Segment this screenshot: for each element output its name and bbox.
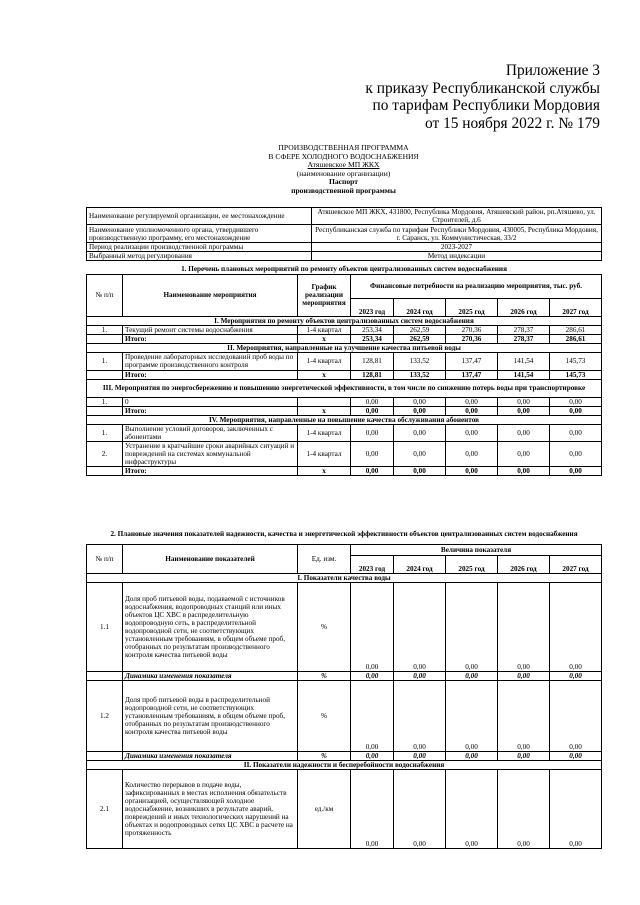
section-title: III. Мероприятия по энергосбережению и повышению энергетической эффективности, в том числе по снижению потерь воды при транспортировке	[87, 379, 602, 397]
row-value: 0,00	[446, 441, 498, 466]
row-name: Доля проб питьевой воды в распределительной водопроводной сети, не соответствующих установленным требованиям, в общем объеме проб, отобранных по результатам производственного контроля качества питьевой воды	[123, 680, 298, 751]
row-value: 0,00	[550, 680, 602, 751]
total-value: 0,00	[446, 466, 498, 475]
row-unit: %	[298, 680, 351, 751]
dynamics-num	[87, 671, 123, 680]
dynamics-value: 0,00	[394, 671, 446, 680]
passport-value: Атяшевское МП ЖКХ, 431800, Республика Мордовия, Атяшевский район, рп.Атяшево, ул. Строителей, д.6	[312, 208, 602, 225]
dynamics-row	[87, 751, 602, 760]
section-title: I. Мероприятия по ремонту объектов централизованных систем водоснабжения	[87, 316, 602, 325]
row-value: 128,81	[351, 352, 394, 370]
header-name: Наименование мероприятия	[123, 274, 298, 316]
passport-row	[87, 243, 602, 252]
row-value: 145,73	[550, 352, 602, 370]
row-value: 0,00	[351, 769, 394, 848]
row-value: 0,00	[550, 397, 602, 406]
section-title: I. Показатели качества воды	[87, 573, 602, 582]
table1-title: 1. Перечень плановых мероприятий по ремонту объектов централизованных систем водоснабжения	[181, 264, 507, 273]
annex-line-2: к приказу Республиканской службы	[365, 79, 600, 97]
row-schedule: 1-4 квартал	[298, 441, 351, 466]
row-num: 1.1	[87, 582, 123, 671]
section-title-row	[87, 573, 602, 582]
table2-title: 2. Плановые значения показателей надежности, качества и энергетической эффективности объектов централизованных систем водоснабжения	[110, 530, 578, 539]
total-value: 278,37	[498, 334, 550, 343]
header-year: 2025 год	[446, 298, 498, 316]
total-num	[87, 406, 123, 415]
table-row	[87, 325, 602, 334]
annex-line-4: от 15 ноября 2022 г. № 179	[425, 114, 600, 132]
row-num: 1.	[87, 325, 123, 334]
table-row	[87, 582, 602, 671]
passport-title: Паспорт	[328, 177, 359, 187]
dynamics-value: 0,00	[498, 671, 550, 680]
total-value: 137,47	[446, 370, 498, 379]
section-title-row	[87, 760, 602, 769]
header-value: Величина показателя	[351, 544, 602, 555]
dynamics-value: 0,00	[351, 671, 394, 680]
table-row	[87, 769, 602, 848]
row-value: 286,61	[550, 325, 602, 334]
dynamics-unit: %	[298, 671, 351, 680]
header-num: № п/п	[87, 544, 123, 573]
passport-value: Республиканская служба по тарифам Республики Мордовия, 430005, Республика Мордовия, г. Саранск, ул. Коммунистическая, 33/2	[312, 225, 602, 243]
header-name: Наименование показателей	[123, 544, 298, 573]
passport-value: Метод индексации	[312, 252, 602, 261]
row-num: 2.	[87, 441, 123, 466]
table-row	[87, 424, 602, 441]
row-num: 1.	[87, 424, 123, 441]
row-value: 0,00	[498, 680, 550, 751]
row-schedule: 1-4 квартал	[298, 352, 351, 370]
table-title-row	[87, 525, 602, 544]
row-schedule: 1-4 квартал	[298, 325, 351, 334]
row-name: Выполнение условий договоров, заключенных с абонентами	[123, 424, 298, 441]
row-value: 0,00	[446, 680, 498, 751]
row-unit: %	[298, 582, 351, 671]
row-value: 0,00	[550, 424, 602, 441]
row-schedule: 1-4 квартал	[298, 424, 351, 441]
row-value: 0,00	[394, 769, 446, 848]
passport-subtitle: производственной программы	[291, 185, 396, 195]
dynamics-value: 0,00	[550, 751, 602, 760]
repair-measures-table	[86, 264, 602, 476]
total-num	[87, 466, 123, 475]
dynamics-value: 0,00	[550, 671, 602, 680]
header-year: 2025 год	[446, 555, 498, 573]
row-value: 270,36	[446, 325, 498, 334]
header-year: 2023 год	[351, 298, 394, 316]
header-finance: Финансовые потребности на реализацию мероприятия, тыс. руб.	[351, 274, 602, 298]
row-value: 0,00	[394, 582, 446, 671]
total-row	[87, 406, 602, 415]
total-x: х	[298, 406, 351, 415]
dynamics-value: 0,00	[498, 751, 550, 760]
row-value: 0,00	[498, 769, 550, 848]
row-value: 0,00	[446, 582, 498, 671]
row-schedule	[298, 397, 351, 406]
row-num: 1.2	[87, 680, 123, 751]
annex-header	[365, 62, 600, 132]
header-year: 2026 год	[498, 555, 550, 573]
row-value: 0,00	[498, 424, 550, 441]
row-unit: ед./км	[298, 769, 351, 848]
row-value: 0,00	[550, 441, 602, 466]
row-value: 0,00	[550, 582, 602, 671]
dynamics-value: 0,00	[446, 671, 498, 680]
dynamics-row	[87, 671, 602, 680]
row-value: 0,00	[394, 441, 446, 466]
passport-label: Выбранный метод регулирования	[87, 252, 312, 261]
dynamics-value: 0,00	[394, 751, 446, 760]
table-title-row	[87, 264, 602, 274]
section-title-row	[87, 316, 602, 325]
row-value: 253,34	[351, 325, 394, 334]
total-value: 128,81	[351, 370, 394, 379]
row-name: Текущий ремонт системы водоснабжения	[123, 325, 298, 334]
dynamics-num	[87, 751, 123, 760]
header-year: 2027 год	[550, 555, 602, 573]
header-schedule: График реализации мероприятия	[298, 274, 351, 316]
row-value: 0,00	[446, 424, 498, 441]
dynamics-unit: %	[298, 751, 351, 760]
row-value: 0,00	[351, 582, 394, 671]
total-value: 0,00	[498, 406, 550, 415]
header-year: 2024 год	[394, 298, 446, 316]
total-value: 141,54	[498, 370, 550, 379]
passport-label: Наименование регулируемой организации, ее местонахождение	[87, 208, 312, 225]
row-value: 0,00	[446, 769, 498, 848]
total-label: Итого:	[123, 406, 298, 415]
row-value: 0,00	[446, 397, 498, 406]
passport-row	[87, 252, 602, 261]
total-num	[87, 334, 123, 343]
total-num	[87, 370, 123, 379]
section-title: II. Показатели надежности и бесперебойности водоснабжения	[87, 760, 602, 769]
passport-label: Наименование уполномоченного органа, утвердившего производственную программу, его местонахождение	[87, 225, 312, 243]
total-row	[87, 466, 602, 475]
row-value: 278,37	[498, 325, 550, 334]
indicators-table	[86, 525, 602, 849]
row-value: 0,00	[550, 769, 602, 848]
row-value: 0,00	[394, 397, 446, 406]
row-name: Доля проб питьевой воды, подаваемой с источников водоснабжения, водопроводных станций или иных объектов ЦС ХВС в распределительную водопроводную сеть, в распределительной водопроводной сети, не соответствующих установленным требованиям, в общем объеме проб, отобранных по результатам производственного контроля качества питьевой воды	[123, 582, 298, 671]
row-value: 137,47	[446, 352, 498, 370]
table-row	[87, 397, 602, 406]
row-value: 0,00	[498, 582, 550, 671]
row-value: 133,52	[394, 352, 446, 370]
section-title-row	[87, 343, 602, 352]
total-value: 253,34	[351, 334, 394, 343]
row-num: 1.	[87, 352, 123, 370]
total-x: х	[298, 334, 351, 343]
row-value: 0,00	[498, 397, 550, 406]
row-value: 0,00	[394, 680, 446, 751]
header-num: № п/п	[87, 274, 123, 316]
row-value: 0,00	[351, 680, 394, 751]
total-row	[87, 334, 602, 343]
row-name: Устранение в кратчайшие сроки аварийных ситуаций и повреждений на системах коммунальной инфраструктуры	[123, 441, 298, 466]
section-title: II. Мероприятия, направленные на улучшение качества питьевой воды	[87, 343, 602, 352]
total-value: 0,00	[394, 466, 446, 475]
total-value: 0,00	[351, 466, 394, 475]
table-row	[87, 352, 602, 370]
row-value: 141,54	[498, 352, 550, 370]
total-row	[87, 370, 602, 379]
total-value: 0,00	[498, 466, 550, 475]
total-x: х	[298, 466, 351, 475]
total-label: Итого:	[123, 370, 298, 379]
total-value: 0,00	[550, 406, 602, 415]
total-value: 133,52	[394, 370, 446, 379]
row-value: 262,59	[394, 325, 446, 334]
table-header-row	[87, 544, 602, 555]
total-value: 0,00	[550, 466, 602, 475]
dynamics-label: Динамика изменения показателя	[123, 751, 298, 760]
total-label: Итого:	[123, 466, 298, 475]
passport-value: 2023-2027	[312, 243, 602, 252]
passport-label: Период реализации производственной программы	[87, 243, 312, 252]
total-value: 286,61	[550, 334, 602, 343]
row-value: 0,00	[498, 441, 550, 466]
section-title-row	[87, 415, 602, 424]
header-year: 2024 год	[394, 555, 446, 573]
total-value: 270,36	[446, 334, 498, 343]
row-value: 0,00	[351, 424, 394, 441]
row-name: Проведение лабораторных исследований проб воды по программе производственного контроля	[123, 352, 298, 370]
row-value: 0,00	[351, 397, 394, 406]
row-value: 0,00	[394, 424, 446, 441]
table-header-row	[87, 274, 602, 298]
row-name: 0	[123, 397, 298, 406]
passport-table	[86, 207, 602, 261]
dynamics-value: 0,00	[351, 751, 394, 760]
table-row	[87, 680, 602, 751]
total-value: 262,59	[394, 334, 446, 343]
passport-row	[87, 225, 602, 243]
total-label: Итого:	[123, 334, 298, 343]
section-title: IV. Мероприятия, направленные на повышение качества обслуживания абонентов	[87, 415, 602, 424]
header-year: 2026 год	[498, 298, 550, 316]
header-year: 2023 год	[351, 555, 394, 573]
program-title-2: В СФЕРЕ ХОЛОДНОГО ВОДОСНАБЖЕНИЯ	[268, 151, 419, 161]
row-value: 0,00	[351, 441, 394, 466]
section-title-row	[87, 379, 602, 397]
organization-name: Атяшевское МП ЖКХ	[307, 160, 380, 170]
annex-line-3: по тарифам Республики Мордовия	[372, 97, 600, 114]
passport-row	[87, 208, 602, 225]
total-value: 0,00	[351, 406, 394, 415]
program-title-1: ПРОИЗВОДСТВЕННАЯ ПРОГРАММА	[278, 143, 409, 152]
row-name: Количество перерывов в подаче воды, зафиксированных в местах исполнения обязательств организацией, осуществляющей холодное водоснабжение, возникших в результате аварий, повреждений и иных технологических нарушений на объектах и водопроводных сетях ЦС ХВС в расчете на протяженность	[123, 769, 298, 848]
total-value: 0,00	[446, 406, 498, 415]
dynamics-value: 0,00	[446, 751, 498, 760]
table-row	[87, 441, 602, 466]
program-heading	[86, 144, 601, 196]
header-unit: Ед. изм.	[298, 544, 351, 573]
organization-caption: (наименование организации)	[296, 168, 391, 178]
header-year: 2027 год	[550, 298, 602, 316]
total-value: 145,73	[550, 370, 602, 379]
total-value: 0,00	[394, 406, 446, 415]
annex-line-1: Приложение 3	[505, 62, 600, 79]
row-num: 1.	[87, 397, 123, 406]
row-num: 2.1	[87, 769, 123, 848]
total-x: х	[298, 370, 351, 379]
dynamics-label: Динамика изменения показателя	[123, 671, 298, 680]
